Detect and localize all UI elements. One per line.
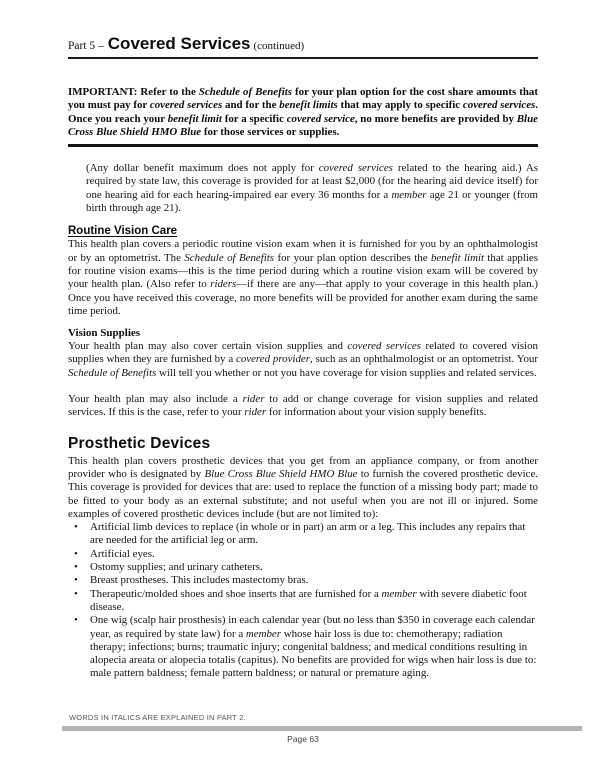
continued-label: (continued) [253,40,305,52]
bullet-item [68,548,538,561]
bullet-icon: • [74,561,78,574]
bullet-item [68,614,538,680]
page-title: Covered Services [107,34,251,53]
bullet-item [68,561,538,574]
bullet-icon: • [74,574,78,587]
bullet-icon: • [74,521,78,534]
important-notice: IMPORTANT: Refer to the Schedule of Benefits for your plan option for the cost share amounts that you must pay for covered services and for the benefit limits that may apply to specific covered services. Once you reach your benefit limit for a specific covered service, no more benefits are provided by Blue Cross Blue Shield HMO Blue for those services or supplies. [68,86,539,138]
routine-vision-care-heading: Routine Vision Care [68,225,178,238]
bullet-item [68,574,538,587]
vision-supplies-heading: Vision Supplies [68,327,141,340]
vision-supplies-paragraph-1: Your health plan may also cover certain vision supplies and covered services related to covered vision supplies when they are furnished by a covered provider, such as an ophthalmologist or an optometrist. Your Schedule of Benefits will tell you whether or not you have coverage for vision supplies and related services. [68,340,539,379]
bullet-icon: • [74,547,78,560]
prosthetic-devices-heading: Prosthetic Devices [68,434,211,452]
bullet-item [68,521,538,548]
bullet-item-text: Artificial eyes. [90,547,155,560]
notice-divider-rule [68,144,538,147]
header-rule [68,57,538,59]
routine-vision-care-paragraph: This health plan covers a periodic routine vision exam when it is furnished for you by an ophthalmologist or by an optometrist. The Schedule of Benefits for your plan option describes the benefit limit that applies for routine vision exams—this is the time period during which a routine vision exam will be covered by your health plan. (Also refer to riders—if there are any—that apply to your coverage in this health plan.) Once you have received this coverage, no more benefits will be provided for another exam during the same time period. [68,238,538,317]
footer-divider-bar [62,726,582,731]
page-number: Page 63 [287,734,319,744]
part-label: Part 5 – [68,40,104,52]
bullet-item [68,588,538,615]
prosthetic-devices-bullet-list [68,521,538,681]
bullet-item-text: Artificial limb devices to replace (in whole or in part) an arm or a leg. This includes any repairs that are needed for the artificial leg or arm. [90,521,526,547]
bullet-icon: • [74,587,78,600]
footer-italics-note: WORDS IN ITALICS ARE EXPLAINED IN PART 2. [69,713,246,722]
bullet-item-text: Ostomy supplies; and urinary catheters. [90,561,263,574]
bullet-item-text: One wig (scalp hair prosthesis) in each calendar year (but no less than $350 in coverage each calendar year, as required by state law) for a member whose hair loss is due to: chemotherapy; radiation therapy; infections; burns; traumatic injury; congenital baldness; and medical conditions resulting in alopecia areata or alopecia totalis (capitus). No benefits are provided for wigs when hair loss is due to: male pattern baldness; female pattern baldness; or natural or premature aging. [90,614,537,680]
bullet-item-text: Breast prostheses. This includes mastectomy bras. [90,574,309,587]
page-header [68,34,538,56]
prosthetic-devices-intro: This health plan covers prosthetic devices that you get from an appliance company, or from another provider who is designated by Blue Cross Blue Shield HMO Blue to furnish the covered prosthetic device. This coverage is provided for devices that are: used to replace the function of a missing body part; made to be fitted to your body as an external substitute; and not useful when you are not ill or injured. Some examples of covered prosthetic devices include (but are not limited to): [68,454,538,520]
bullet-icon: • [74,614,78,627]
vision-supplies-paragraph-2: Your health plan may also include a rider to add or change coverage for vision supplies and related services. If this is the case, refer to your rider for information about your vision supply benefits. [68,393,538,419]
hearing-aid-note: (Any dollar benefit maximum does not apply for covered services related to the hearing aid.) As required by state law, this coverage is provided for at least $2,000 (for the hearing aid device itself) for one hearing aid for each hearing-impaired ear every 36 months for a member age 21 or younger (from birth through age 21). [86,162,538,215]
bullet-item-text: Therapeutic/molded shoes and shoe inserts that are furnished for a member with severe diabetic foot disease. [90,587,527,613]
page-content [68,34,538,681]
